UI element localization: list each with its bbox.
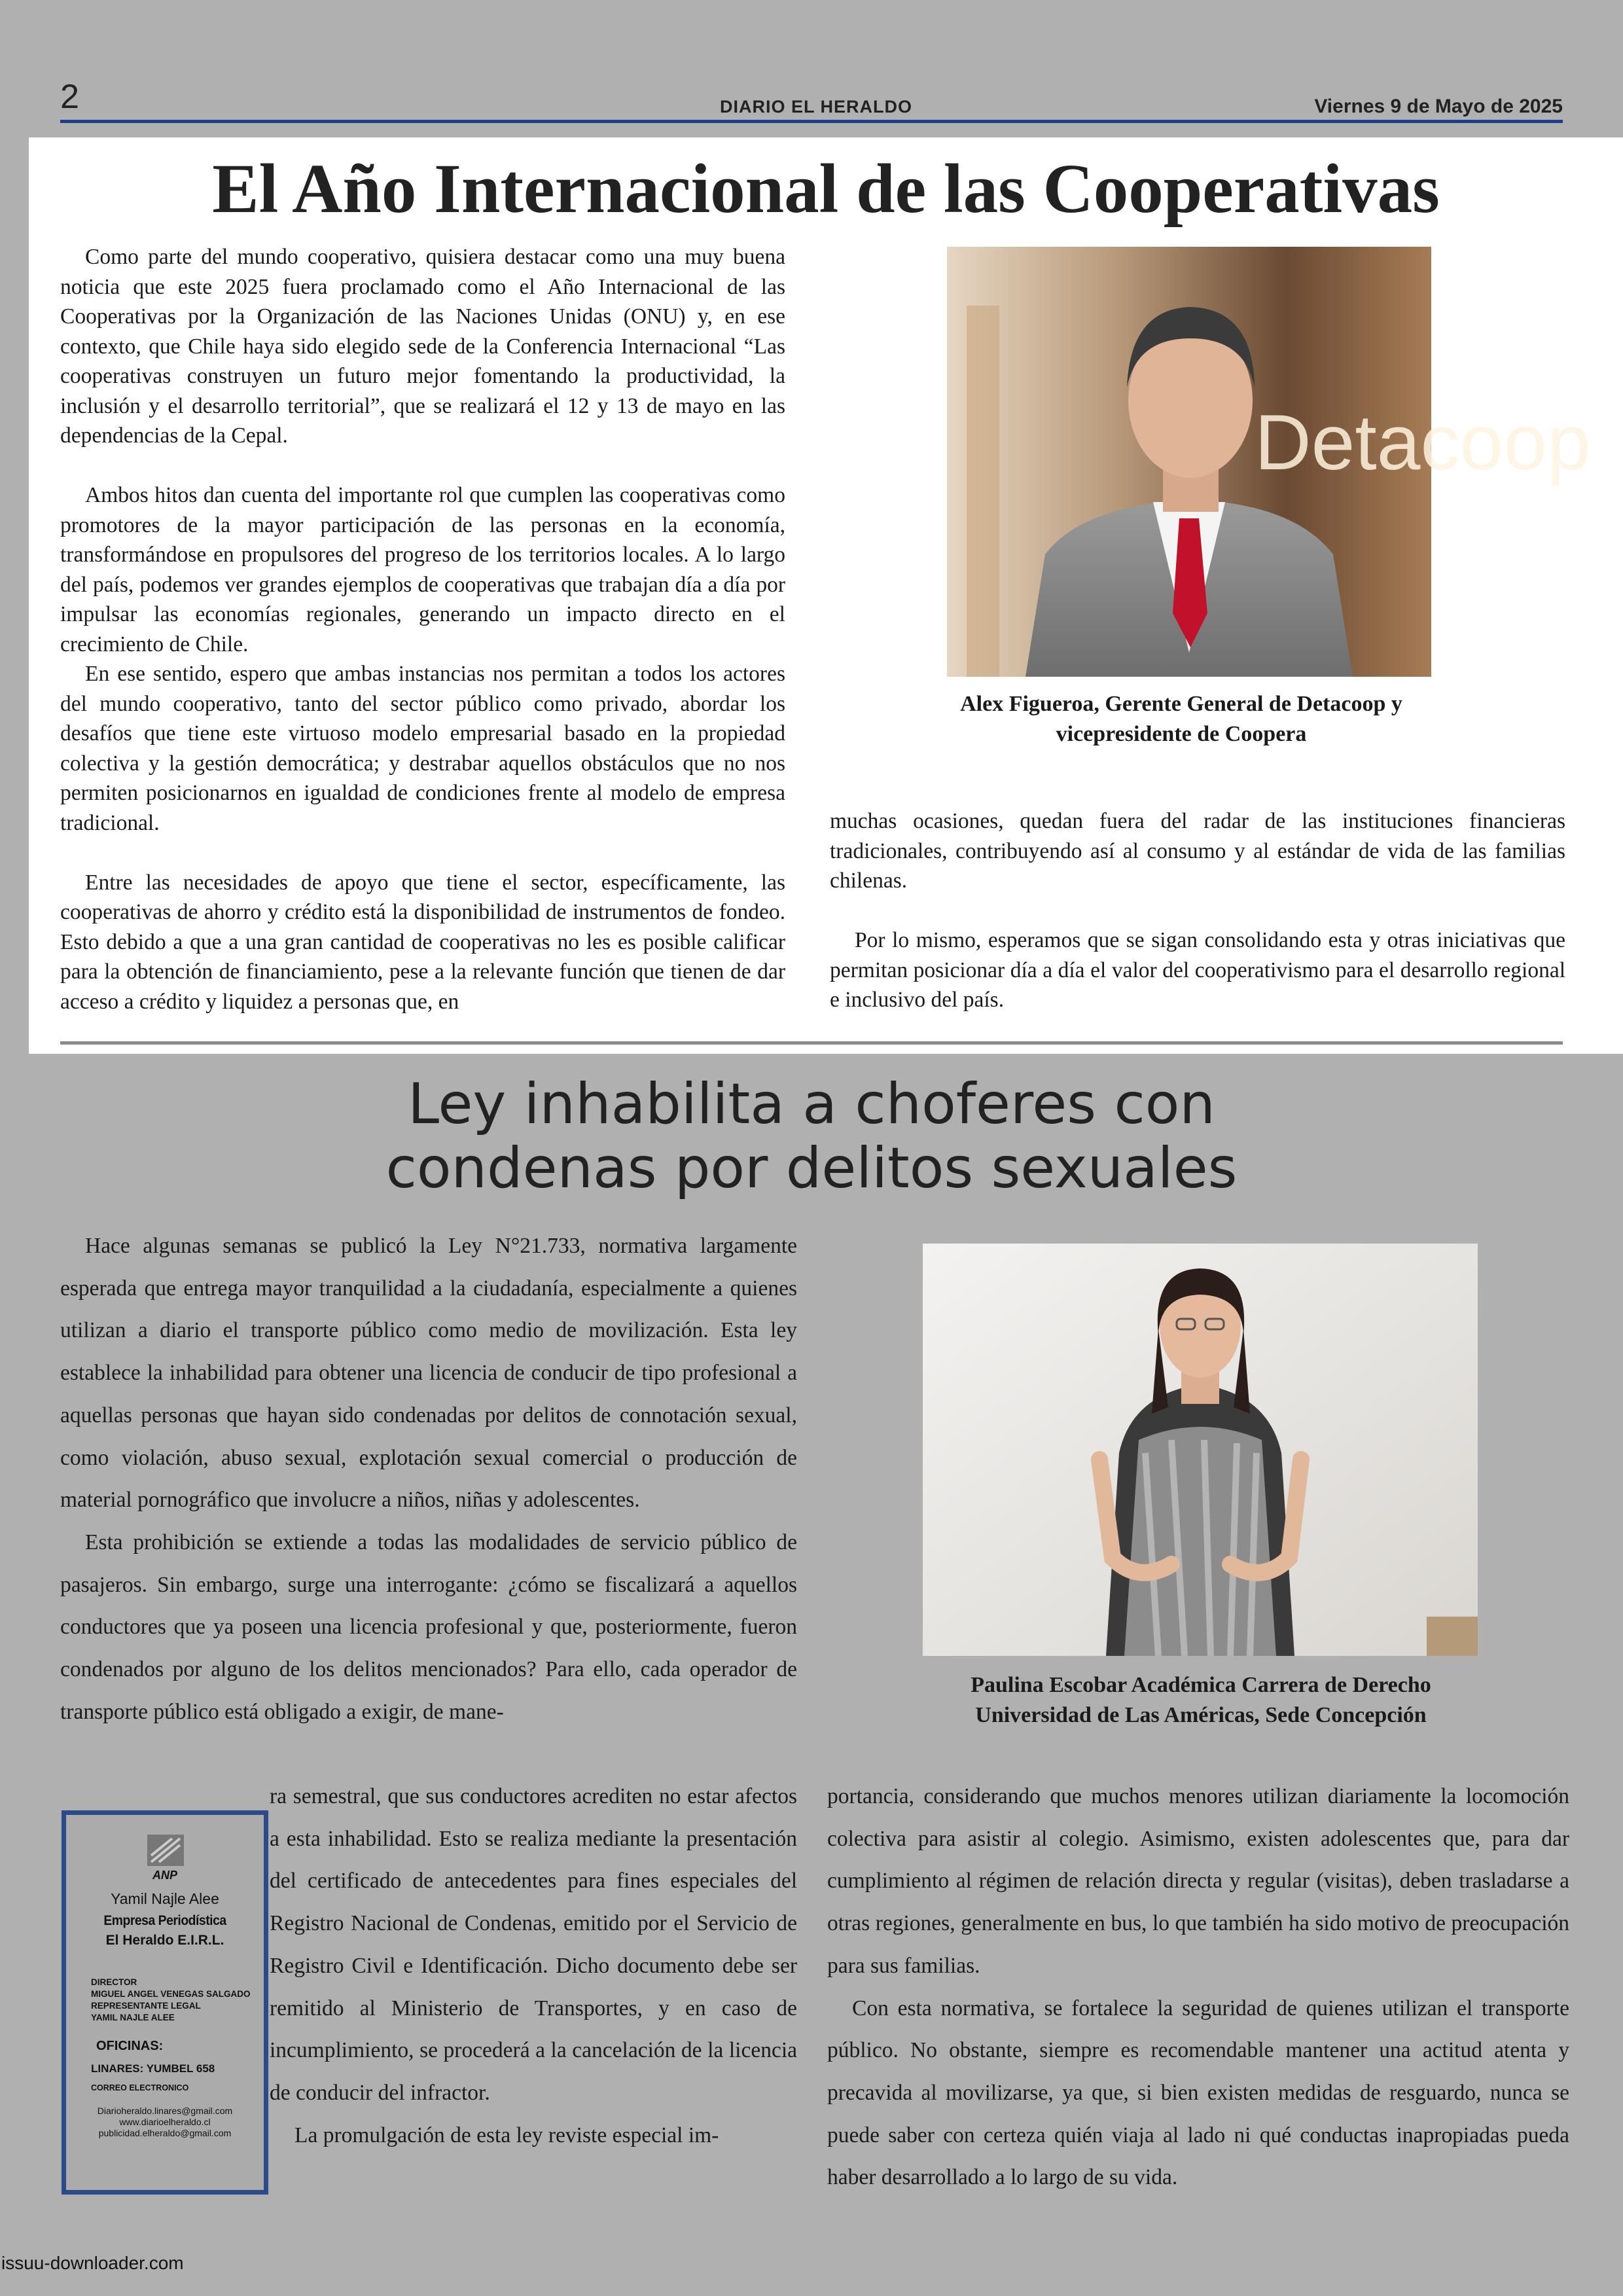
article-paragraph: Con esta normativa, se fortalece la seguridad de quienes utilizan el transporte público. No obstante, siempre es recomendable mantener una actitud atenta y precavida al movilizarse, ya que, si bien existen medidas de resguardo, nunca se puede saber con certeza quién viaja al lado ni qué conductas inapropiadas pueda haber desarrollado a lo largo de su vida.: [827, 1996, 1569, 2190]
photo-caption-alex-figueroa: [903, 689, 1459, 749]
article-paragraph: Como parte del mundo cooperativo, quisiera destacar como una muy buena noticia que este 2025 fuera proclamado como el Año Internacional de las Cooperativas por la Organización de las Naciones Unidas (ONU) y, en ese contexto, que Chile haya sido elegido sede de la Conferencia Internacional “Las cooperativas construyen un futuro mejor fomentando la productividad, la inclusión y el desarrollo territorial”, que se realizará el 12 y 13 de mayo en las dependencias de la Cepal.: [60, 245, 785, 448]
title-line: Ley inhabilita a choferes con: [408, 1071, 1215, 1137]
caption-line: Alex Figueroa, Gerente General de Detacoop y: [960, 692, 1402, 716]
offices-label: OFICINAS:: [96, 2039, 164, 2053]
anp-logo-text: ANP: [152, 1869, 177, 1882]
caption-line: Paulina Escobar Académica Carrera de Derecho: [971, 1673, 1431, 1697]
detacoop-sign: Detacoop: [1255, 399, 1591, 486]
article-paragraph: muchas ocasiones, quedan fuera del radar de las instituciones financieras tradicionales, contribuyendo así al consumo y al estándar de vida de las familias chilenas.: [830, 809, 1565, 893]
offices-address: LINARES: YUMBEL 658: [91, 2062, 215, 2075]
article-ley-column-right: [827, 1776, 1569, 2199]
director-label: DIRECTOR: [91, 1977, 137, 1987]
anp-logo-icon: [142, 1832, 189, 1869]
caption-line: vicepresidente de Coopera: [1056, 722, 1307, 746]
article-ley-title: [196, 1072, 1427, 1200]
caption-line: Universidad de Las Américas, Sede Concepción: [975, 1703, 1427, 1727]
article-paragraph: Hace algunas semanas se publicó la Ley N°21.733, normativa largamente esperada que entrega mayor tranquilidad a la ciudadanía, especialmente a quienes utilizan a diario el transporte público como medio de movilización. Esta ley establece la inhabilidad para obtener una licencia de conducir de tipo profesional a aquellas personas que hayan sido condenadas por delitos de connotación sexual, como violación, abuso sexual, explotación sexual comercial o producción de material pornográfico que involucre a niños, niñas y adolescentes.: [60, 1234, 797, 1513]
article-cooperativas-column-right: [830, 806, 1565, 1015]
photo-paulina-escobar: [923, 1244, 1478, 1656]
legal-rep-label: REPRESENTANTE LEGAL: [91, 2001, 201, 2011]
issue-date: Viernes 9 de Mayo de 2025: [1314, 96, 1563, 117]
header-divider: [60, 120, 1563, 123]
article-cooperativas-title: El Año Internacional de las Cooperativas: [212, 151, 1440, 228]
masthead-box: [62, 1810, 268, 2195]
page-number: 2: [60, 78, 79, 116]
article-paragraph: Ambos hitos dan cuenta del importante rol que cumplen las cooperativas como promotores de la mayor participación de las personas en la economía, transformándose en propulsores del progreso de los territorios locales. A lo largo del país, podemos ver grandes ejemplos de cooperativas que trabajan día a día por impulsar las economías regionales, generando un impacto directo en el crecimiento de Chile.: [60, 483, 785, 656]
article-ley-column-left: [60, 1225, 797, 1733]
title-line: condenas por delitos sexuales: [385, 1136, 1238, 1201]
article-paragraph: Entre las necesidades de apoyo que tiene el sector, específicamente, las cooperativas de ahorro y crédito está la disponibilidad de instrumentos de fondeo. Esto debido a que a una gran cantidad de cooperativas no les es posible calificar para la obtención de financiamiento, pese a la relevante función que tienen de dar acceso a crédito y liquidez a personas que, en: [60, 870, 785, 1014]
website: www.diarioelheraldo.cl: [119, 2117, 211, 2127]
watermark-text: issuu-downloader.com: [1, 2253, 184, 2273]
newspaper-name: DIARIO EL HERALDO: [720, 97, 913, 117]
masthead-company: Empresa Periodística: [103, 1913, 226, 1928]
photo-caption-paulina-escobar: [890, 1670, 1512, 1731]
masthead-company-name: El Heraldo E.I.R.L.: [105, 1933, 224, 1948]
email-primary: Diarioheraldo.linares@gmail.com: [97, 2106, 233, 2116]
article-ley-column-middle: [270, 1776, 797, 2157]
legal-rep-name: YAMIL NAJLE ALEE: [91, 2013, 175, 2022]
director-name: MIGUEL ANGEL VENEGAS SALGADO: [91, 1989, 251, 1999]
photo-alex-figueroa: [947, 247, 1591, 677]
article-paragraph: ra semestral, que sus conductores acrediten no estar afectos a esta inhabilidad. Esto se realiza mediante la presentación del certificado de antecedentes para fines especiales del Registro Nacional de Condenas, emitido por el Servicio de Registro Civil e Identificación. Dicho documento debe ser remitido al Ministerio de Transportes, y en caso de incumplimiento, se procederá a la cancelación de la licencia de conducir del infractor.: [270, 1784, 797, 2105]
article-paragraph: portancia, considerando que muchos menores utilizan diariamente la locomoción colectiva para asistir al colegio. Asimismo, existen adolescentes que, para dar cumplimiento al régimen de relación directa y regular (visitas), deben trasladarse a otras regiones, generalmente en bus, lo que también ha sido motivo de preocupación para sus familias.: [827, 1784, 1569, 1978]
article-divider: [60, 1041, 1563, 1045]
article-paragraph: Por lo mismo, esperamos que se sigan consolidando esta y otras iniciativas que permitan posicionar día a día el valor del cooperativismo para el desarrollo regional e inclusivo del país.: [830, 928, 1565, 1012]
email-advertising: publicidad.elheraldo@gmail.com: [98, 2128, 232, 2138]
article-paragraph: Esta prohibición se extiende a todas las modalidades de servicio público de pasajeros. Sin embargo, surge una interrogante: ¿cómo se fiscalizará a aquellos conductores que ya poseen una licencia profesional y que, posteriormente, fueron condenados por alguno de los delitos mencionados? Para ello, cada operador de transporte público está obligado a exigir, de mane-: [60, 1530, 797, 1724]
article-paragraph: La promulgación de esta ley reviste especial im-: [294, 2123, 719, 2147]
article-paragraph: En ese sentido, espero que ambas instancias nos permitan a todos los actores del mundo cooperativo, tanto del sector público como privado, abordar los desafíos que tiene este virtuoso modelo empresarial basado en la propiedad colectiva y la gestión democrática; y destrabar aquellos obstáculos que no nos permiten posicionarnos en igualdad de condiciones frente al modelo de empresa tradicional.: [60, 662, 785, 835]
article-cooperativas-column-left: [60, 242, 785, 1016]
email-label: CORREO ELECTRONICO: [91, 2083, 189, 2092]
masthead-owner: Yamil Najle Alee: [111, 1890, 219, 1907]
